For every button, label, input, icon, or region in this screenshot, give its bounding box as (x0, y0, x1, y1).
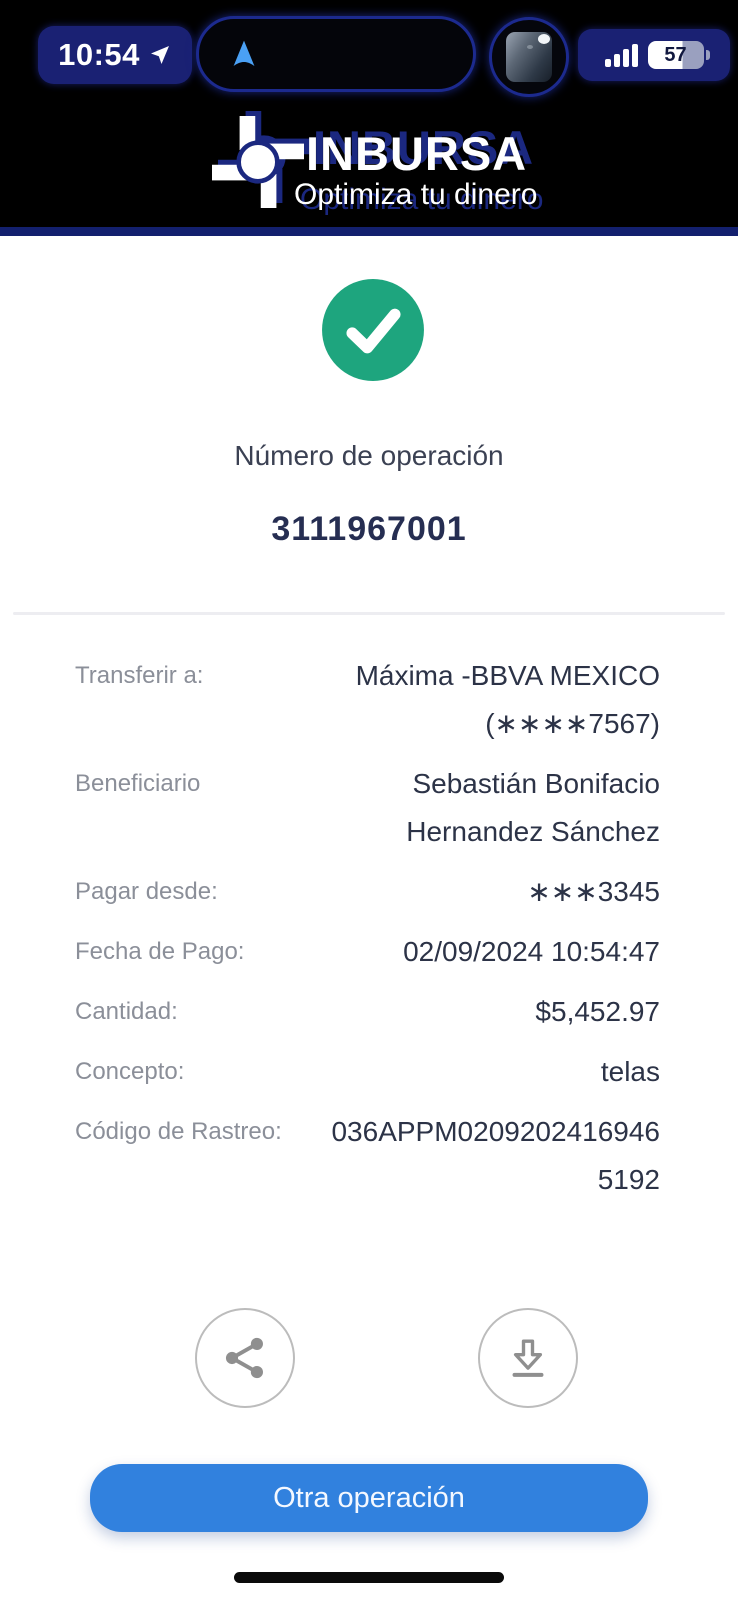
section-divider (13, 612, 725, 615)
detail-row-beneficiario (75, 760, 660, 856)
value-line: telas (600, 1056, 660, 1087)
operation-number: 3111967001 (271, 510, 467, 548)
inbursa-logo-icon (212, 112, 304, 212)
value-line: ∗∗∗3345 (527, 876, 660, 907)
operation-title: Número de operación (234, 440, 504, 471)
home-indicator[interactable] (234, 1572, 504, 1583)
row-label: Pagar desde: (75, 878, 218, 905)
battery-percent: 57 (664, 43, 687, 66)
brand-tagline: Optimiza tu dinero (294, 178, 538, 211)
row-value (527, 868, 660, 916)
row-value (406, 760, 660, 856)
value-line: 036APPM0209202416946 (331, 1116, 660, 1147)
row-label: Concepto: (75, 1058, 185, 1085)
value-line: Hernandez Sánchez (406, 816, 660, 847)
detail-row-codigo-de-rastreo (75, 1108, 660, 1204)
row-label: Fecha de Pago: (75, 938, 245, 965)
detail-row-transferir-a (75, 652, 660, 748)
header-divider (0, 227, 738, 236)
value-line: Sebastián Bonifacio (412, 768, 660, 799)
row-value (331, 1108, 660, 1204)
row-label: Cantidad: (75, 998, 178, 1025)
detail-row-concepto (75, 1048, 660, 1096)
detail-row-fecha-de-pago (75, 928, 660, 976)
dynamic-island (196, 16, 476, 92)
brand-name: INBURSA (306, 127, 528, 180)
row-value (601, 1048, 660, 1096)
status-indicators (578, 29, 730, 81)
live-activity-circle[interactable] (489, 17, 569, 97)
value-line: Máxima -BBVA MEXICO (355, 660, 660, 691)
transfer-details (75, 652, 660, 1216)
detail-row-cantidad (75, 988, 660, 1036)
value-line: (∗∗∗∗7567) (485, 708, 660, 739)
row-label: Código de Rastreo: (75, 1118, 282, 1145)
row-value (535, 988, 660, 1036)
share-icon (219, 1332, 271, 1384)
app-header (0, 0, 738, 236)
row-value (403, 928, 660, 976)
row-label: Transferir a: (75, 662, 204, 689)
otra-operacion-button[interactable]: Otra operación (90, 1464, 648, 1532)
navigation-arrow-icon (227, 38, 261, 70)
value-line: $5,452.97 (535, 996, 660, 1027)
location-arrow-icon (148, 43, 172, 67)
value-line: 02/09/2024 10:54:47 (403, 936, 660, 967)
row-label: Beneficiario (75, 770, 201, 797)
download-button[interactable] (478, 1308, 578, 1408)
value-line: 5192 (597, 1164, 660, 1195)
row-value (356, 652, 660, 748)
clock-text: 10:54 (58, 37, 140, 72)
app-thumbnail-icon (506, 32, 552, 82)
share-button[interactable] (195, 1308, 295, 1408)
signal-strength-icon (605, 43, 638, 67)
status-time (38, 26, 192, 84)
success-check-icon (321, 278, 425, 382)
detail-row-pagar-desde (75, 868, 660, 916)
battery-icon (648, 41, 704, 69)
download-icon (501, 1331, 555, 1385)
